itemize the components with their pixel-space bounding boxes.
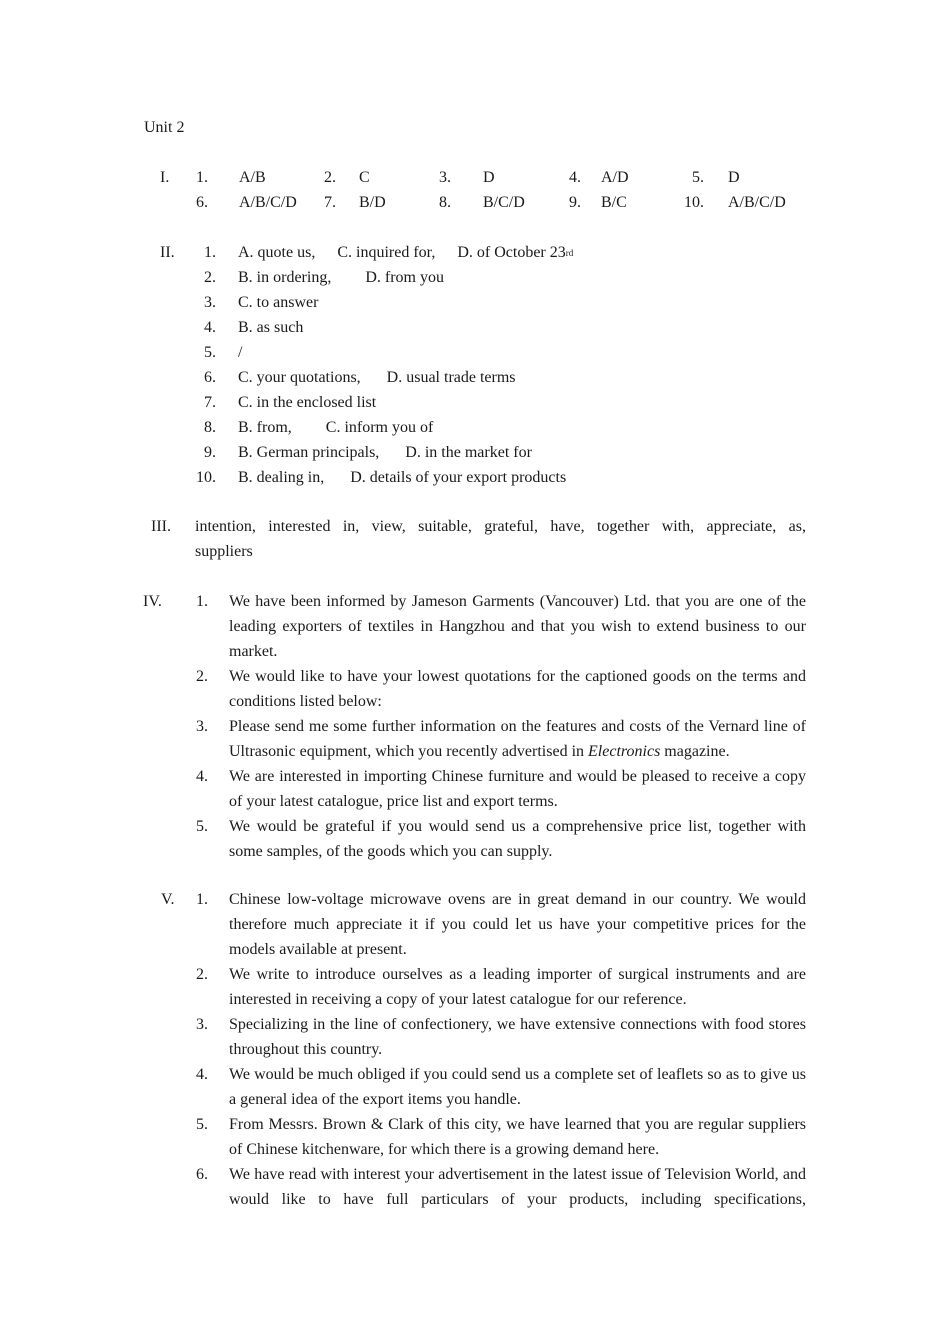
item-part: B. dealing in, xyxy=(238,469,325,486)
list-item xyxy=(0,1062,950,1112)
list-item xyxy=(0,962,950,1012)
section-2 xyxy=(0,240,950,490)
item-number: 5. xyxy=(196,818,208,835)
item-text xyxy=(238,365,516,390)
question-number: 7. xyxy=(324,194,336,211)
item-text xyxy=(238,465,566,490)
list-item xyxy=(0,465,950,490)
list-item xyxy=(0,390,950,415)
item-text-part: Please send me some further information on the features and costs of the Vernard line of Ultrasonic equipment, which you recently advertised in xyxy=(229,718,806,760)
section-4-numeral: IV. xyxy=(143,593,162,610)
item-part: D. details of your export products xyxy=(350,469,567,486)
answer-value: A/D xyxy=(601,169,629,186)
item-text: We would be much obliged if you could send us a complete set of leaflets so as to give us a general idea of the export items you handle. xyxy=(229,1066,806,1108)
list-item xyxy=(0,240,950,265)
item-part: C. in the enclosed list xyxy=(238,394,377,411)
magazine-title: Electronics xyxy=(588,743,661,760)
answer-value: B/C/D xyxy=(483,194,525,211)
item-part: B. in ordering, xyxy=(238,269,332,286)
item-text xyxy=(238,290,318,315)
item-number: 1. xyxy=(196,891,208,908)
item-number: 2. xyxy=(204,269,216,286)
list-item xyxy=(0,764,950,814)
item-text: Specializing in the line of confectionery, we have extensive connections with food stores throughout this country. xyxy=(229,1016,806,1058)
question-number: 8. xyxy=(439,194,451,211)
item-number: 1. xyxy=(204,244,216,261)
section-1 xyxy=(0,168,950,218)
list-item xyxy=(0,440,950,465)
section-1-numeral: I. xyxy=(160,169,170,186)
question-number: 3. xyxy=(439,169,451,186)
list-item xyxy=(0,1162,950,1212)
item-number: 9. xyxy=(204,444,216,461)
item-number: 4. xyxy=(196,768,208,785)
item-text: Chinese low-voltage microwave ovens are in great demand in our country. We would therefore much appreciate it if you could let us have your competitive prices for the models available at present. xyxy=(229,891,806,958)
list-item xyxy=(0,340,950,365)
section-5 xyxy=(0,887,950,1212)
answer-value: B/D xyxy=(359,194,386,211)
item-number: 3. xyxy=(196,718,208,735)
answer-value: A/B/C/D xyxy=(728,194,786,211)
list-item xyxy=(0,265,950,290)
item-part: D. of October 23 xyxy=(457,244,566,261)
section-2-numeral: II. xyxy=(160,244,175,261)
item-number: 5. xyxy=(204,344,216,361)
item-text xyxy=(238,315,303,340)
list-item xyxy=(0,814,950,864)
item-text: We are interested in importing Chinese furniture and would be pleased to receive a copy of your latest catalogue, price list and export terms. xyxy=(229,768,806,810)
item-number: 8. xyxy=(204,419,216,436)
item-part: D. from you xyxy=(365,269,444,286)
question-number: 9. xyxy=(569,194,581,211)
item-part: C. inquired for, xyxy=(337,244,436,261)
item-text: We would be grateful if you would send us a comprehensive price list, together with some samples, of the goods which you can supply. xyxy=(229,818,806,860)
question-number: 4. xyxy=(569,169,581,186)
item-part: C. your quotations, xyxy=(238,369,361,386)
item-text: From Messrs. Brown & Clark of this city, we have learned that you are regular suppliers of Chinese kitchenware, for which there is a growing demand here. xyxy=(229,1116,806,1158)
section-4 xyxy=(0,589,950,864)
question-number: 2. xyxy=(324,169,336,186)
item-number: 3. xyxy=(196,1016,208,1033)
list-item xyxy=(0,315,950,340)
item-part: D. in the market for xyxy=(405,444,532,461)
item-number: 7. xyxy=(204,394,216,411)
list-item xyxy=(0,589,950,664)
item-number: 4. xyxy=(196,1066,208,1083)
question-number: 6. xyxy=(196,194,208,211)
item-text xyxy=(238,240,573,267)
list-item xyxy=(0,1012,950,1062)
item-number: 4. xyxy=(204,319,216,336)
item-text xyxy=(238,440,532,465)
item-part: B. German principals, xyxy=(238,444,380,461)
item-text: We have read with interest your advertisement in the latest issue of Television World, and would like to have full particulars of your products, including specifications, xyxy=(229,1166,806,1208)
ordinal-suffix: rd xyxy=(565,248,574,258)
item-text: We have been informed by Jameson Garments (Vancouver) Ltd. that you are one of the leading exporters of textiles in Hangzhou and that you wish to extend business to our market. xyxy=(229,593,806,660)
item-number: 10. xyxy=(196,469,216,486)
question-number: 1. xyxy=(196,169,208,186)
section-3-word-list-cont: suppliers xyxy=(195,543,253,560)
section-3-numeral: III. xyxy=(151,518,171,535)
item-number: 2. xyxy=(196,966,208,983)
item-part: A. quote us, xyxy=(238,244,316,261)
item-part: C. to answer xyxy=(238,294,319,311)
item-text xyxy=(238,390,376,415)
item-number: 6. xyxy=(196,1166,208,1183)
item-number: 3. xyxy=(204,294,216,311)
section-3-word-list: intention, interested in, view, suitable, grateful, have, together with, appreciate, as, xyxy=(195,518,806,535)
answer-value: A/B/C/D xyxy=(239,194,297,211)
section-5-numeral: V. xyxy=(161,891,175,908)
answer-value: D xyxy=(483,169,495,186)
item-number: 1. xyxy=(196,593,208,610)
item-text xyxy=(238,265,444,290)
list-item xyxy=(0,664,950,714)
question-number: 10. xyxy=(684,194,704,211)
answer-row xyxy=(0,168,950,193)
answer-row xyxy=(0,193,950,218)
item-text xyxy=(238,340,242,365)
item-part: / xyxy=(238,344,243,361)
list-item xyxy=(0,887,950,962)
answer-value: C xyxy=(359,169,370,186)
item-text: We would like to have your lowest quotations for the captioned goods on the terms and conditions listed below: xyxy=(229,668,806,710)
item-number: 2. xyxy=(196,668,208,685)
list-item xyxy=(0,415,950,440)
item-number: 6. xyxy=(204,369,216,386)
item-part: C. inform you of xyxy=(325,419,434,436)
list-item xyxy=(0,365,950,390)
list-item xyxy=(0,1112,950,1162)
item-part: B. from, xyxy=(238,419,292,436)
item-part: D. usual trade terms xyxy=(386,369,516,386)
item-text-part: magazine. xyxy=(660,743,730,760)
item-number: 5. xyxy=(196,1116,208,1133)
item-part: B. as such xyxy=(238,319,304,336)
answer-value: A/B xyxy=(239,169,266,186)
unit-title: Unit 2 xyxy=(144,119,185,136)
list-item xyxy=(0,714,950,764)
question-number: 5. xyxy=(692,169,704,186)
list-item xyxy=(0,290,950,315)
answer-value: D xyxy=(728,169,740,186)
answer-value: B/C xyxy=(601,194,627,211)
item-text xyxy=(238,415,433,440)
item-text xyxy=(229,714,806,764)
item-text: We write to introduce ourselves as a leading importer of surgical instruments and are interested in receiving a copy of your latest catalogue for our reference. xyxy=(229,966,806,1008)
